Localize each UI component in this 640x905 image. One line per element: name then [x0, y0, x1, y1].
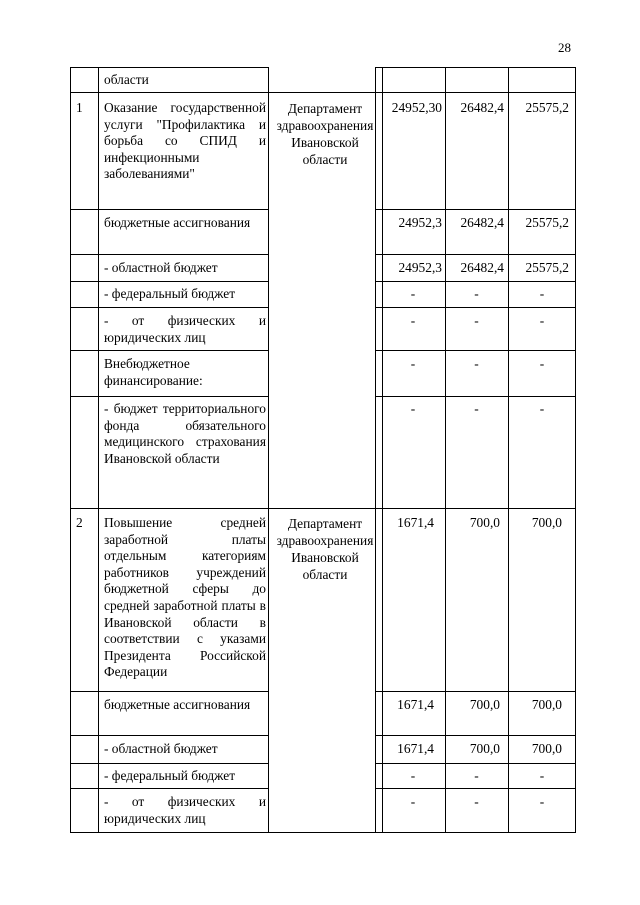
- table-cell-value: -: [410, 401, 416, 416]
- row-border: [70, 67, 268, 68]
- table-cell-value: 700,0: [531, 697, 562, 712]
- table-border-col5: [445, 67, 446, 832]
- table-cell-value: 1671,4: [397, 515, 434, 530]
- table-cell-value: 26482,4: [460, 215, 504, 230]
- table-cell-value: 700,0: [531, 515, 562, 530]
- table-border-col3: [375, 67, 376, 832]
- table-cell-value: -: [410, 356, 416, 371]
- table-cell-value: 25575,2: [525, 100, 569, 115]
- table-cell-description: - бюджет территориального фонда обязательного медицинского страхования Ивановской области: [104, 401, 266, 466]
- table-cell-value: -: [539, 286, 545, 301]
- row-border: [70, 307, 268, 308]
- page-number: 28: [558, 40, 571, 55]
- table-cell-value: -: [539, 356, 545, 371]
- table-cell-value: -: [474, 768, 479, 783]
- table-cell-value: 700,0: [469, 697, 500, 712]
- table-cell-value: 700,0: [469, 741, 500, 756]
- table-cell-description: Внебюджетное финансирование:: [104, 356, 203, 388]
- row-border: [70, 735, 268, 736]
- table-cell-value: 24952,3: [398, 260, 442, 275]
- table-cell-description: области: [104, 72, 149, 87]
- table-cell-description: Оказание государственной услуги "Профилактика и борьба со СПИД и инфекционными заболеваниями": [104, 100, 266, 182]
- table-cell-value: 700,0: [531, 741, 562, 756]
- table-cell-value: -: [474, 794, 479, 809]
- table-cell-value: 25575,2: [525, 215, 569, 230]
- table-cell-value: 26482,4: [460, 260, 504, 275]
- table-cell-value: -: [474, 356, 479, 371]
- table-cell-description: бюджетные ассигнования: [104, 215, 251, 230]
- table-cell-value: -: [474, 286, 479, 301]
- row-border: [375, 691, 576, 692]
- table-cell-value: -: [539, 401, 545, 416]
- table-cell-value: -: [539, 313, 545, 328]
- table-cell-description: бюджетные ассигнования: [104, 697, 251, 712]
- row-border: [70, 508, 576, 509]
- row-border: [70, 209, 268, 210]
- row-border: [70, 691, 268, 692]
- table-cell-value: 700,0: [469, 515, 500, 530]
- table-cell-value: 24952,30: [391, 100, 442, 115]
- table-cell-department: Департамент здравоохранения Ивановской области: [276, 516, 374, 582]
- row-border: [375, 350, 576, 351]
- row-border: [375, 281, 576, 282]
- table-cell-description: - от физических и юридических лиц: [104, 313, 266, 345]
- row-border: [70, 763, 268, 764]
- table-border-col1: [98, 67, 99, 832]
- table-cell-value: 1671,4: [397, 697, 434, 712]
- row-number: 2: [76, 515, 83, 530]
- row-border: [70, 788, 268, 789]
- row-border: [375, 396, 576, 397]
- table-cell-description: - от физических и юридических лиц: [104, 794, 266, 826]
- row-border: [375, 735, 576, 736]
- row-border: [70, 254, 268, 255]
- table-cell-value: -: [410, 313, 416, 328]
- table-border-col4: [382, 67, 383, 832]
- row-border: [70, 350, 268, 351]
- table-cell-description: Повышение средней заработной платы отдельным категориям работников учреждений бюджетной сферы до средней заработной платы в Ивановской области в соответствии с указами Президента Российской Федерации: [104, 515, 266, 680]
- row-border: [375, 763, 576, 764]
- table-cell-value: 1671,4: [397, 741, 434, 756]
- row-border: [70, 832, 576, 833]
- row-border: [375, 254, 576, 255]
- table-cell-value: -: [539, 768, 545, 783]
- table-cell-value: -: [474, 313, 479, 328]
- table-cell-description: - областной бюджет: [104, 741, 218, 756]
- table-cell-value: -: [410, 286, 416, 301]
- table-cell-description: - федеральный бюджет: [104, 768, 236, 783]
- table-cell-value: -: [410, 794, 416, 809]
- row-border: [70, 396, 268, 397]
- table-border-col2: [268, 67, 269, 832]
- row-number: 1: [76, 100, 83, 115]
- row-border: [375, 209, 576, 210]
- table-cell-value: -: [539, 794, 545, 809]
- table-cell-description: - областной бюджет: [104, 260, 218, 275]
- table-cell-value: -: [474, 401, 479, 416]
- row-border: [70, 92, 576, 93]
- row-border: [70, 281, 268, 282]
- row-border: [375, 307, 576, 308]
- table-border-col6: [508, 67, 509, 832]
- table-cell-department: Департамент здравоохранения Ивановской области: [276, 101, 374, 167]
- table-border-right: [575, 67, 576, 832]
- table-cell-value: 24952,3: [398, 215, 442, 230]
- table-cell-value: 25575,2: [525, 260, 569, 275]
- table-cell-value: 26482,4: [460, 100, 504, 115]
- table-cell-description: - федеральный бюджет: [104, 286, 236, 301]
- table-border-left: [70, 67, 71, 832]
- row-border: [375, 788, 576, 789]
- row-border: [375, 67, 576, 68]
- table-cell-value: -: [410, 768, 416, 783]
